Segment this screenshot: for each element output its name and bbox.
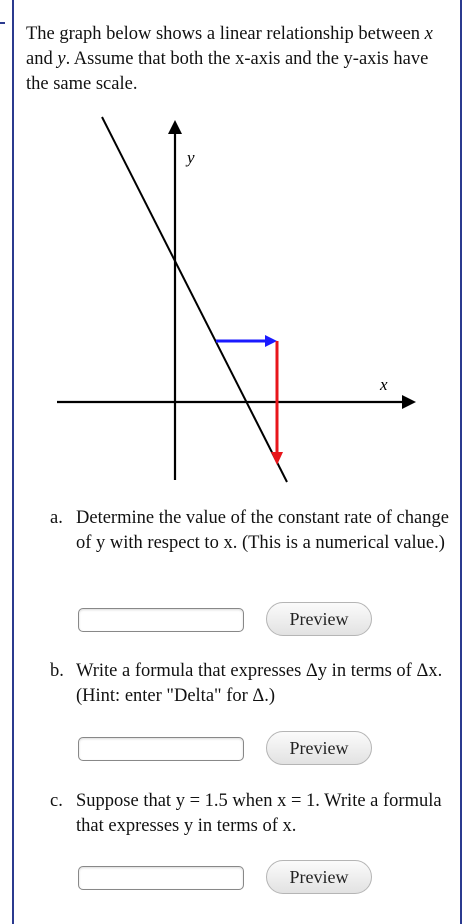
answer-b-input[interactable] — [78, 737, 244, 761]
intro-text-1: The graph below shows a linear relationship between — [26, 24, 425, 44]
question-c-text: Suppose that y = 1.5 when x = 1. Write a formula that expresses y in terms of x. — [76, 791, 442, 836]
run-arrowhead — [265, 335, 277, 347]
question-c-letter: c. — [50, 791, 63, 811]
left-border — [12, 0, 14, 924]
y-axis-arrowhead — [168, 120, 182, 134]
intro-var-y: y — [57, 49, 66, 69]
answer-c-input[interactable] — [78, 866, 244, 890]
intro-text-3: . Assume that both the x-axis and the y-axis have the same scale. — [26, 49, 429, 94]
question-c — [50, 789, 450, 839]
linear-graph — [50, 108, 420, 493]
preview-a-button[interactable]: Preview — [266, 602, 372, 636]
question-a-text: Determine the value of the constant rate of change of y with respect to x. (This is a numerical value.) — [76, 508, 449, 553]
linear-function-line — [102, 117, 287, 482]
x-axis-arrowhead — [402, 395, 416, 409]
question-b-letter: b. — [50, 661, 64, 681]
rise-arrowhead — [271, 452, 283, 465]
intro-text-2: and — [26, 49, 58, 69]
preview-c-button[interactable]: Preview — [266, 860, 372, 894]
question-a-letter: a. — [50, 508, 63, 528]
question-a — [50, 506, 450, 581]
x-axis-label: x — [380, 375, 388, 394]
preview-b-button[interactable]: Preview — [266, 731, 372, 765]
question-b — [50, 659, 450, 709]
question-b-text: Write a formula that expresses Δy in terms of Δx. (Hint: enter "Delta" for Δ.) — [76, 661, 443, 706]
problem-statement — [26, 22, 450, 97]
intro-var-x: x — [424, 24, 433, 44]
y-axis-label: y — [187, 148, 195, 167]
corner-mark — [0, 22, 5, 24]
answer-a-input[interactable] — [78, 608, 244, 632]
right-border — [460, 0, 462, 924]
